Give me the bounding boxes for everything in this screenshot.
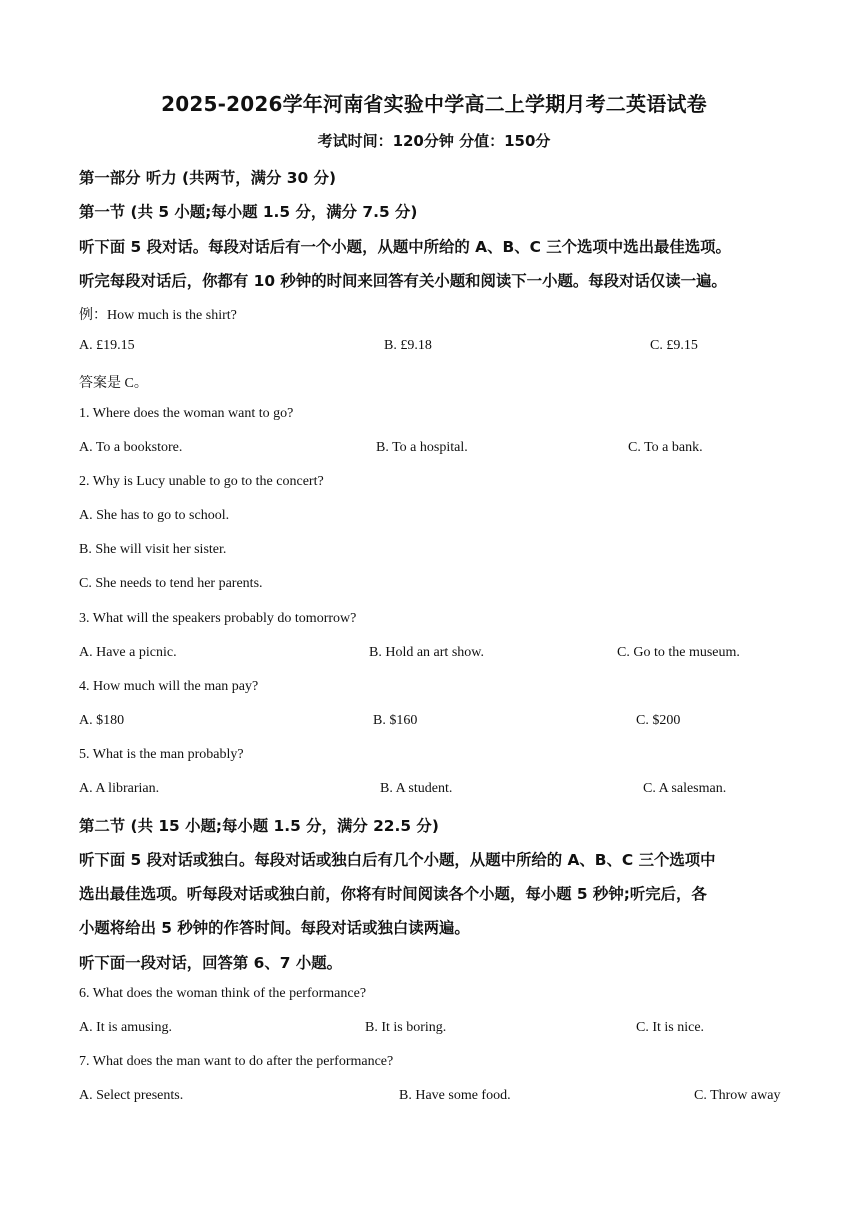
q5-option-a: A. A librarian.: [79, 781, 160, 796]
exam-title: 2025-2026学年河南省实验中学高二上学期月考二英语试卷: [161, 92, 707, 116]
question-7: 7. What does the man want to do after the performance?: [79, 1054, 394, 1069]
q7-option-c: C. Throw away: [694, 1088, 781, 1103]
example-option-a: A. £19.15: [79, 338, 135, 353]
question-6: 6. What does the woman think of the performance?: [79, 986, 367, 1001]
q4-option-c: C. $200: [636, 713, 681, 728]
question-5: 5. What is the man probably?: [79, 747, 244, 762]
section2-instruction-2: 选出最佳选项。听每段对话或独白前，你将有时间阅读各个小题，每小题 5 秒钟;听完后，各: [79, 885, 707, 903]
q6-option-a: A. It is amusing.: [79, 1020, 172, 1035]
section2-instruction-3: 小题将给出 5 秒钟的作答时间。每段对话或独白读两遍。: [79, 919, 470, 937]
part1-heading: 第一部分 听力 (共两节，满分 30 分): [79, 169, 336, 187]
exam-info: 考试时间：120分钟 分值：150分: [317, 132, 551, 150]
q2-option-c: C. She needs to tend her parents.: [79, 576, 263, 591]
q3-option-a: A. Have a picnic.: [79, 645, 177, 660]
q1-option-a: A. To a bookstore.: [79, 440, 183, 455]
question-4: 4. How much will the man pay?: [79, 679, 259, 694]
q6-option-b: B. It is boring.: [365, 1020, 447, 1035]
q1-option-b: B. To a hospital.: [376, 440, 468, 455]
dialogue-intro: 听下面一段对话，回答第 6、7 小题。: [79, 954, 342, 972]
q3-option-b: B. Hold an art show.: [369, 645, 484, 660]
section2-instruction-1: 听下面 5 段对话或独白。每段对话或独白后有几个小题，从题中所给的 A、B、C 三个选项中: [79, 851, 716, 869]
q7-option-a: A. Select presents.: [79, 1088, 184, 1103]
section1-instruction-2: 听完每段对话后，你都有 10 秒钟的时间来回答有关小题和阅读下一小题。每段对话仅读一遍。: [79, 272, 727, 290]
example-option-b: B. £9.18: [384, 338, 432, 353]
q5-option-c: C. A salesman.: [643, 781, 727, 796]
section1-instruction-1: 听下面 5 段对话。每段对话后有一个小题，从题中所给的 A、B、C 三个选项中选出最佳选项。: [79, 238, 731, 256]
q1-option-c: C. To a bank.: [628, 440, 703, 455]
q4-option-a: A. $180: [79, 713, 125, 728]
section1-heading: 第一节 (共 5 小题;每小题 1.5 分，满分 7.5 分): [79, 203, 418, 221]
q7-option-b: B. Have some food.: [399, 1088, 511, 1103]
q4-option-b: B. $160: [373, 713, 418, 728]
q6-option-c: C. It is nice.: [636, 1020, 705, 1035]
question-1: 1. Where does the woman want to go?: [79, 406, 294, 421]
question-3: 3. What will the speakers probably do tomorrow?: [79, 611, 357, 626]
q2-option-b: B. She will visit her sister.: [79, 542, 227, 557]
q5-option-b: B. A student.: [380, 781, 453, 796]
question-2: 2. Why is Lucy unable to go to the concert?: [79, 474, 324, 489]
q2-option-a: A. She has to go to school.: [79, 508, 230, 523]
q3-option-c: C. Go to the museum.: [617, 645, 740, 660]
example-option-c: C. £9.15: [650, 338, 698, 353]
example-question: 例：How much is the shirt?: [79, 308, 237, 323]
section2-heading: 第二节 (共 15 小题;每小题 1.5 分，满分 22.5 分): [79, 817, 439, 835]
example-answer: 答案是 C。: [79, 376, 148, 391]
